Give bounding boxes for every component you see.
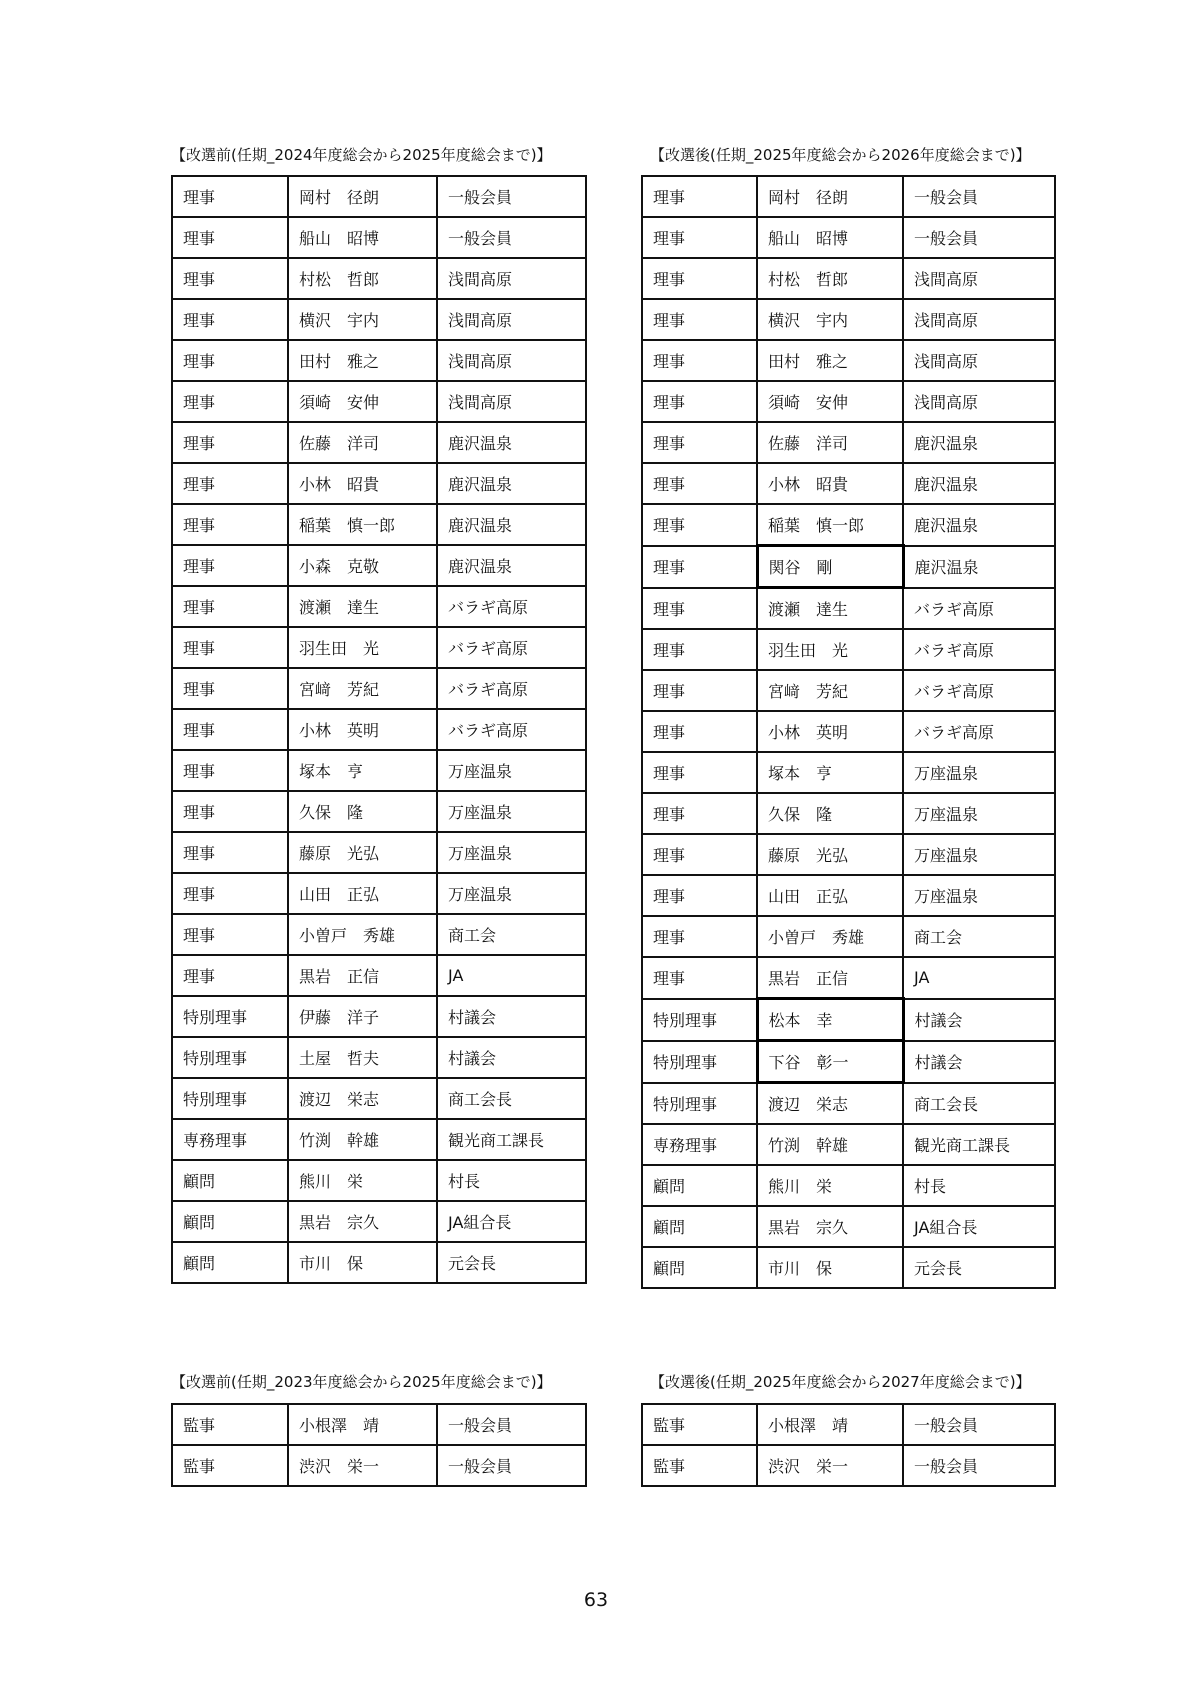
cell-role: 理事 bbox=[642, 504, 757, 546]
cell-affiliation: バラギ高原 bbox=[903, 711, 1055, 752]
cell-affiliation: バラギ高原 bbox=[437, 709, 586, 750]
cell-affiliation: 万座温泉 bbox=[437, 873, 586, 914]
cell-role: 理事 bbox=[642, 916, 757, 957]
cell-role: 理事 bbox=[172, 791, 288, 832]
cell-affiliation: バラギ高原 bbox=[437, 668, 586, 709]
cell-name: 関谷 剛 bbox=[757, 546, 903, 588]
table-row bbox=[172, 955, 586, 996]
cell-name: 山田 正弘 bbox=[757, 875, 903, 916]
table-row bbox=[642, 1445, 1055, 1486]
table-row bbox=[642, 463, 1055, 504]
table-row bbox=[172, 422, 586, 463]
cell-affiliation: バラギ高原 bbox=[437, 627, 586, 668]
cell-affiliation: 観光商工課長 bbox=[903, 1124, 1055, 1165]
table-row bbox=[642, 1083, 1055, 1125]
cell-name: 田村 雅之 bbox=[288, 340, 437, 381]
cell-role: 顧問 bbox=[172, 1160, 288, 1201]
cell-role: 理事 bbox=[642, 340, 757, 381]
cell-name: 下谷 彰一 bbox=[757, 1041, 903, 1083]
cell-affiliation: 一般会員 bbox=[903, 176, 1055, 217]
table-row bbox=[642, 1247, 1055, 1288]
cell-affiliation: 一般会員 bbox=[437, 1445, 586, 1486]
cell-role: 理事 bbox=[642, 588, 757, 630]
cell-role: 理事 bbox=[172, 709, 288, 750]
cell-affiliation: 浅間高原 bbox=[437, 258, 586, 299]
cell-name: 横沢 宇内 bbox=[757, 299, 903, 340]
cell-role: 理事 bbox=[642, 546, 757, 588]
cell-affiliation: 万座温泉 bbox=[903, 834, 1055, 875]
table-row bbox=[642, 588, 1055, 630]
table-row bbox=[642, 752, 1055, 793]
cell-affiliation: 浅間高原 bbox=[903, 381, 1055, 422]
table-row bbox=[172, 668, 586, 709]
table-row bbox=[642, 258, 1055, 299]
table-row bbox=[172, 463, 586, 504]
cell-role: 特別理事 bbox=[642, 999, 757, 1041]
cell-name: 松本 幸 bbox=[757, 999, 903, 1041]
cell-role: 理事 bbox=[642, 711, 757, 752]
cell-role: 理事 bbox=[172, 627, 288, 668]
table-row bbox=[642, 217, 1055, 258]
cell-affiliation: 万座温泉 bbox=[437, 750, 586, 791]
cell-role: 特別理事 bbox=[642, 1041, 757, 1083]
cell-role: 監事 bbox=[172, 1445, 288, 1486]
table-row bbox=[642, 381, 1055, 422]
cell-affiliation: 鹿沢温泉 bbox=[903, 422, 1055, 463]
cell-affiliation: 浅間高原 bbox=[437, 340, 586, 381]
cell-name: 小根澤 靖 bbox=[288, 1404, 437, 1445]
table-row bbox=[642, 299, 1055, 340]
cell-name: 小曽戸 秀雄 bbox=[288, 914, 437, 955]
board-after-caption: 【改選後(任期_2025年度総会から2026年度総会まで)】 bbox=[650, 146, 1031, 164]
cell-role: 理事 bbox=[172, 545, 288, 586]
cell-name: 渡辺 栄志 bbox=[288, 1078, 437, 1119]
cell-role: 専務理事 bbox=[172, 1119, 288, 1160]
cell-role: 理事 bbox=[172, 463, 288, 504]
cell-role: 理事 bbox=[642, 629, 757, 670]
table-row bbox=[172, 381, 586, 422]
cell-name: 熊川 栄 bbox=[757, 1165, 903, 1206]
cell-role: 理事 bbox=[642, 258, 757, 299]
cell-role: 理事 bbox=[172, 340, 288, 381]
cell-role: 理事 bbox=[642, 463, 757, 504]
cell-name: 須崎 安伸 bbox=[288, 381, 437, 422]
cell-name: 藤原 光弘 bbox=[757, 834, 903, 875]
board-after-table bbox=[641, 175, 1056, 1289]
table-row bbox=[172, 709, 586, 750]
cell-name: 土屋 哲夫 bbox=[288, 1037, 437, 1078]
cell-affiliation: 浅間高原 bbox=[903, 299, 1055, 340]
cell-affiliation: JA組合長 bbox=[437, 1201, 586, 1242]
cell-affiliation: 浅間高原 bbox=[903, 340, 1055, 381]
table-row bbox=[642, 1165, 1055, 1206]
cell-affiliation: 鹿沢温泉 bbox=[437, 545, 586, 586]
cell-role: 理事 bbox=[172, 586, 288, 627]
table-row bbox=[172, 1078, 586, 1119]
cell-name: 伊藤 洋子 bbox=[288, 996, 437, 1037]
cell-name: 船山 昭博 bbox=[288, 217, 437, 258]
cell-name: 黒岩 宗久 bbox=[757, 1206, 903, 1247]
cell-affiliation: 村長 bbox=[437, 1160, 586, 1201]
cell-role: 理事 bbox=[172, 955, 288, 996]
cell-affiliation: 万座温泉 bbox=[437, 832, 586, 873]
cell-affiliation: 浅間高原 bbox=[437, 299, 586, 340]
cell-affiliation: 鹿沢温泉 bbox=[437, 504, 586, 545]
cell-role: 監事 bbox=[172, 1404, 288, 1445]
cell-name: 宮﨑 芳紀 bbox=[288, 668, 437, 709]
cell-affiliation: 一般会員 bbox=[903, 1445, 1055, 1486]
cell-role: 特別理事 bbox=[172, 1037, 288, 1078]
cell-affiliation: 一般会員 bbox=[437, 176, 586, 217]
cell-role: 理事 bbox=[642, 793, 757, 834]
cell-name: 市川 保 bbox=[757, 1247, 903, 1288]
cell-name: 久保 隆 bbox=[288, 791, 437, 832]
table-row bbox=[172, 1404, 586, 1445]
cell-name: 岡村 径朗 bbox=[288, 176, 437, 217]
cell-role: 理事 bbox=[642, 875, 757, 916]
cell-name: 羽生田 光 bbox=[757, 629, 903, 670]
cell-affiliation: 万座温泉 bbox=[903, 793, 1055, 834]
cell-name: 渡辺 栄志 bbox=[757, 1083, 903, 1125]
table-row bbox=[642, 629, 1055, 670]
cell-name: 小林 昭貴 bbox=[288, 463, 437, 504]
cell-name: 渋沢 栄一 bbox=[288, 1445, 437, 1486]
table-row bbox=[642, 999, 1055, 1041]
table-row bbox=[172, 873, 586, 914]
cell-name: 藤原 光弘 bbox=[288, 832, 437, 873]
table-row bbox=[642, 504, 1055, 546]
table-row bbox=[642, 793, 1055, 834]
table-row bbox=[172, 586, 586, 627]
cell-name: 塚本 亨 bbox=[757, 752, 903, 793]
table-row bbox=[172, 299, 586, 340]
cell-role: 理事 bbox=[172, 873, 288, 914]
cell-name: 竹渕 幹雄 bbox=[288, 1119, 437, 1160]
cell-affiliation: バラギ高原 bbox=[437, 586, 586, 627]
table-row bbox=[172, 217, 586, 258]
cell-name: 村松 哲郎 bbox=[288, 258, 437, 299]
table-row bbox=[172, 340, 586, 381]
cell-role: 顧問 bbox=[172, 1201, 288, 1242]
auditors-after-table bbox=[641, 1403, 1056, 1487]
table-row bbox=[642, 916, 1055, 957]
table-row bbox=[172, 996, 586, 1037]
cell-affiliation: 一般会員 bbox=[903, 217, 1055, 258]
table-row bbox=[642, 670, 1055, 711]
table-row bbox=[172, 832, 586, 873]
cell-role: 理事 bbox=[642, 670, 757, 711]
table-row bbox=[172, 627, 586, 668]
page-number: 63 bbox=[583, 1589, 609, 1611]
board-before-table bbox=[171, 175, 587, 1284]
table-row bbox=[642, 546, 1055, 588]
cell-affiliation: 商工会長 bbox=[437, 1078, 586, 1119]
cell-name: 久保 隆 bbox=[757, 793, 903, 834]
cell-affiliation: 一般会員 bbox=[903, 1404, 1055, 1445]
cell-name: 佐藤 洋司 bbox=[757, 422, 903, 463]
cell-role: 理事 bbox=[172, 258, 288, 299]
cell-role: 理事 bbox=[642, 752, 757, 793]
table-row bbox=[642, 176, 1055, 217]
cell-affiliation: 鹿沢温泉 bbox=[437, 422, 586, 463]
cell-affiliation: 万座温泉 bbox=[903, 752, 1055, 793]
cell-affiliation: 商工会長 bbox=[903, 1083, 1055, 1125]
cell-role: 顧問 bbox=[642, 1247, 757, 1288]
cell-name: 稲葉 慎一郎 bbox=[757, 504, 903, 546]
cell-role: 理事 bbox=[172, 504, 288, 545]
cell-name: 村松 哲郎 bbox=[757, 258, 903, 299]
table-row bbox=[642, 711, 1055, 752]
cell-name: 小根澤 靖 bbox=[757, 1404, 903, 1445]
table-row bbox=[172, 258, 586, 299]
cell-affiliation: JA組合長 bbox=[903, 1206, 1055, 1247]
cell-affiliation: バラギ高原 bbox=[903, 588, 1055, 630]
cell-affiliation: JA bbox=[437, 955, 586, 996]
cell-role: 理事 bbox=[172, 299, 288, 340]
cell-name: 渋沢 栄一 bbox=[757, 1445, 903, 1486]
cell-name: 熊川 栄 bbox=[288, 1160, 437, 1201]
cell-role: 顧問 bbox=[642, 1206, 757, 1247]
table-row bbox=[172, 1445, 586, 1486]
cell-name: 黒岩 正信 bbox=[757, 957, 903, 999]
table-row bbox=[172, 545, 586, 586]
cell-role: 理事 bbox=[642, 176, 757, 217]
table-row bbox=[642, 875, 1055, 916]
cell-affiliation: 村議会 bbox=[903, 1041, 1055, 1083]
cell-affiliation: バラギ高原 bbox=[903, 670, 1055, 711]
table-row bbox=[172, 791, 586, 832]
cell-name: 小林 昭貴 bbox=[757, 463, 903, 504]
auditors-after-caption: 【改選後(任期_2025年度総会から2027年度総会まで)】 bbox=[650, 1373, 1031, 1391]
cell-affiliation: 浅間高原 bbox=[437, 381, 586, 422]
cell-name: 宮﨑 芳紀 bbox=[757, 670, 903, 711]
cell-name: 塚本 亨 bbox=[288, 750, 437, 791]
cell-affiliation: 元会長 bbox=[903, 1247, 1055, 1288]
cell-role: 特別理事 bbox=[172, 1078, 288, 1119]
table-row bbox=[642, 834, 1055, 875]
table-row bbox=[172, 1242, 586, 1283]
board-before-caption: 【改選前(任期_2024年度総会から2025年度総会まで)】 bbox=[171, 146, 552, 164]
cell-affiliation: バラギ高原 bbox=[903, 629, 1055, 670]
table-row bbox=[642, 957, 1055, 999]
cell-role: 監事 bbox=[642, 1445, 757, 1486]
cell-name: 船山 昭博 bbox=[757, 217, 903, 258]
cell-affiliation: 鹿沢温泉 bbox=[903, 504, 1055, 546]
cell-role: 理事 bbox=[172, 750, 288, 791]
table-row bbox=[642, 1404, 1055, 1445]
cell-role: 理事 bbox=[642, 957, 757, 999]
cell-name: 羽生田 光 bbox=[288, 627, 437, 668]
cell-role: 理事 bbox=[172, 832, 288, 873]
cell-affiliation: 鹿沢温泉 bbox=[903, 463, 1055, 504]
cell-affiliation: 浅間高原 bbox=[903, 258, 1055, 299]
cell-role: 理事 bbox=[642, 299, 757, 340]
cell-role: 監事 bbox=[642, 1404, 757, 1445]
cell-name: 黒岩 宗久 bbox=[288, 1201, 437, 1242]
cell-affiliation: 一般会員 bbox=[437, 1404, 586, 1445]
cell-role: 顧問 bbox=[172, 1242, 288, 1283]
cell-affiliation: 村長 bbox=[903, 1165, 1055, 1206]
cell-role: 顧問 bbox=[642, 1165, 757, 1206]
cell-affiliation: 村議会 bbox=[903, 999, 1055, 1041]
cell-role: 理事 bbox=[172, 217, 288, 258]
cell-affiliation: 元会長 bbox=[437, 1242, 586, 1283]
cell-affiliation: 村議会 bbox=[437, 1037, 586, 1078]
cell-affiliation: 一般会員 bbox=[437, 217, 586, 258]
cell-role: 理事 bbox=[172, 668, 288, 709]
cell-affiliation: 村議会 bbox=[437, 996, 586, 1037]
cell-name: 竹渕 幹雄 bbox=[757, 1124, 903, 1165]
cell-role: 理事 bbox=[172, 381, 288, 422]
cell-name: 須崎 安伸 bbox=[757, 381, 903, 422]
cell-name: 渡瀬 達生 bbox=[288, 586, 437, 627]
auditors-before-caption: 【改選前(任期_2023年度総会から2025年度総会まで)】 bbox=[171, 1373, 552, 1391]
table-row bbox=[172, 176, 586, 217]
cell-role: 理事 bbox=[642, 381, 757, 422]
table-row bbox=[172, 1119, 586, 1160]
cell-name: 田村 雅之 bbox=[757, 340, 903, 381]
table-row bbox=[172, 750, 586, 791]
cell-role: 理事 bbox=[642, 834, 757, 875]
table-row bbox=[642, 1124, 1055, 1165]
cell-name: 小林 英明 bbox=[757, 711, 903, 752]
table-row bbox=[172, 504, 586, 545]
cell-role: 理事 bbox=[642, 422, 757, 463]
auditors-before-table bbox=[171, 1403, 587, 1487]
table-row bbox=[172, 914, 586, 955]
table-row bbox=[642, 1041, 1055, 1083]
cell-affiliation: 鹿沢温泉 bbox=[903, 546, 1055, 588]
cell-name: 小林 英明 bbox=[288, 709, 437, 750]
cell-role: 理事 bbox=[642, 217, 757, 258]
cell-name: 稲葉 慎一郎 bbox=[288, 504, 437, 545]
table-row bbox=[172, 1201, 586, 1242]
cell-name: 佐藤 洋司 bbox=[288, 422, 437, 463]
cell-affiliation: 万座温泉 bbox=[903, 875, 1055, 916]
table-row bbox=[642, 340, 1055, 381]
cell-affiliation: 商工会 bbox=[437, 914, 586, 955]
table-row bbox=[172, 1037, 586, 1078]
cell-affiliation: 観光商工課長 bbox=[437, 1119, 586, 1160]
cell-name: 横沢 宇内 bbox=[288, 299, 437, 340]
cell-role: 理事 bbox=[172, 176, 288, 217]
table-row bbox=[642, 422, 1055, 463]
cell-role: 理事 bbox=[172, 914, 288, 955]
cell-affiliation: 鹿沢温泉 bbox=[437, 463, 586, 504]
cell-role: 理事 bbox=[172, 422, 288, 463]
table-row bbox=[642, 1206, 1055, 1247]
cell-affiliation: JA bbox=[903, 957, 1055, 999]
cell-name: 山田 正弘 bbox=[288, 873, 437, 914]
cell-name: 渡瀬 達生 bbox=[757, 588, 903, 630]
cell-name: 小森 克敬 bbox=[288, 545, 437, 586]
cell-affiliation: 万座温泉 bbox=[437, 791, 586, 832]
cell-role: 特別理事 bbox=[642, 1083, 757, 1125]
cell-role: 特別理事 bbox=[172, 996, 288, 1037]
cell-name: 岡村 径朗 bbox=[757, 176, 903, 217]
cell-name: 市川 保 bbox=[288, 1242, 437, 1283]
cell-role: 専務理事 bbox=[642, 1124, 757, 1165]
table-row bbox=[172, 1160, 586, 1201]
cell-name: 黒岩 正信 bbox=[288, 955, 437, 996]
cell-name: 小曽戸 秀雄 bbox=[757, 916, 903, 957]
cell-affiliation: 商工会 bbox=[903, 916, 1055, 957]
